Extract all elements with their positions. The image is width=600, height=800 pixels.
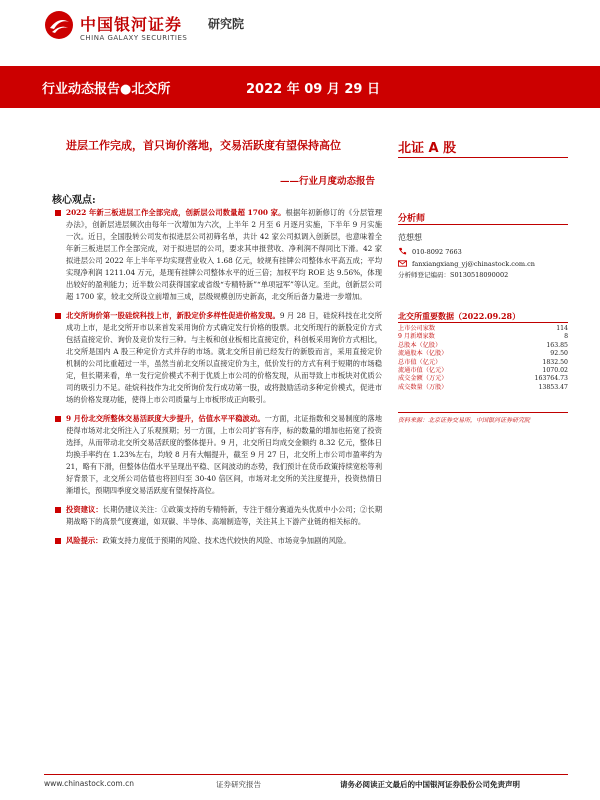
row-value: 163764.73 bbox=[534, 375, 568, 383]
row-value: 8 bbox=[564, 333, 568, 341]
report-subtitle: ——行业月度动态报告 bbox=[280, 176, 376, 187]
phone-icon bbox=[398, 247, 407, 256]
paragraph bbox=[44, 207, 382, 303]
table-row bbox=[398, 333, 568, 341]
row-label: 总股本（亿股） bbox=[398, 341, 442, 349]
core-views-label: 核心观点: bbox=[52, 195, 96, 206]
divider bbox=[398, 322, 568, 323]
divider bbox=[398, 224, 568, 225]
table-row bbox=[398, 384, 568, 392]
report-date: 2022 年 09 月 29 日 bbox=[246, 82, 380, 97]
paragraph-lead: 风险提示： bbox=[66, 536, 103, 545]
row-label: 流通市值（亿元） bbox=[398, 367, 448, 375]
bullet-icon bbox=[55, 416, 61, 422]
analyst-email[interactable]: fanxiangxiang_yj@chinastock.com.cn bbox=[412, 259, 535, 268]
report-banner bbox=[0, 66, 600, 108]
paragraph bbox=[44, 413, 382, 497]
row-label: 总市值（亿元） bbox=[398, 358, 442, 366]
galaxy-logo-icon bbox=[44, 10, 74, 40]
paragraph-text: 根据年初新修订的《分层管理办法》，创新层进层频次由每年一次增加为六次，上半年 2 月至 6 月逐月实施，下半年 9 月实施一次。近日，全国股转公司发布拟进层公司初筛名单，共计 42 家公司拟调入创新层，也意味着全年新三板进层工作全部完成，对于拟进层的公司，要求其申报营收、净利润不得同比下滑。42 家拟进层公司 2022 年上半年平均实现营业收入 1.68 亿元，较规有挂牌公司整体水平高五成；平均实现净利润 1211.04 万元，是现有挂牌公司整体水平的近三倍；加权平均 ROE 达 9.56%，体现出较好的盈利能力；近半数公司获得国家或省级“专精特新”“单项冠军”等认定。至此，创新层公司超 1700 家，较北交所设立前增加三成，层级规模创历史新高，北交所后备力量进一步增加。 bbox=[66, 208, 382, 301]
phone-row bbox=[398, 247, 462, 256]
paragraph bbox=[44, 535, 382, 547]
row-label: 上市公司家数 bbox=[398, 325, 436, 332]
row-label: 成交数量（万股） bbox=[398, 383, 448, 391]
report-title: 进层工作完成，首只询价落地，交易活跃度有望保持高位 bbox=[66, 139, 341, 152]
paragraph-text: 政策支持力度低于预期的风险、技术迭代较快的风险、市场竞争加剧的风险。 bbox=[102, 536, 351, 545]
paragraph bbox=[44, 310, 382, 406]
cert-row bbox=[398, 270, 508, 279]
footer-disclaimer: 请务必阅读正文最后的中国银河证券股份公司免责声明 bbox=[340, 780, 520, 789]
paragraph-lead: 9 月份北交所整体交易活跃度大步提升，估值水平平稳波动。 bbox=[66, 414, 265, 423]
divider bbox=[398, 157, 568, 158]
report-type: 行业动态报告●北交所 bbox=[42, 82, 171, 97]
row-value: 114 bbox=[556, 325, 568, 332]
row-value: 13853.47 bbox=[538, 383, 568, 391]
bullet-icon bbox=[55, 210, 61, 216]
brand-logo bbox=[44, 8, 264, 48]
footer-site-link[interactable]: www.chinastock.com.cn bbox=[44, 779, 134, 788]
bullet-icon bbox=[55, 507, 61, 513]
sector-heading: 北证 A 股 bbox=[398, 141, 457, 156]
table-row bbox=[398, 375, 568, 383]
analyst-heading: 分析师 bbox=[398, 214, 426, 224]
core-views bbox=[44, 207, 382, 554]
analyst-phone: 010-8092 7663 bbox=[412, 247, 462, 256]
row-label: 流通股本（亿股） bbox=[398, 350, 448, 358]
analyst-name: 范想想 bbox=[398, 233, 422, 242]
email-icon bbox=[398, 259, 407, 268]
bullet-icon bbox=[55, 313, 61, 319]
paragraph-lead: 北交所询价第一股硅烷科技上市，新股定价多样性促进价格发现。 bbox=[66, 311, 280, 320]
row-value: 92.50 bbox=[550, 350, 568, 358]
email-row bbox=[398, 259, 535, 268]
row-value: 1832.50 bbox=[542, 358, 568, 366]
table-row bbox=[398, 342, 568, 350]
brand-name-en: CHINA GALAXY SECURITIES bbox=[80, 34, 188, 42]
divider bbox=[398, 412, 568, 413]
row-value: 1070.02 bbox=[542, 367, 568, 375]
paragraph-lead: 投资建议： bbox=[66, 505, 103, 514]
data-source-note: 资料来源：北京证券交易所，中国银河证券研究院 bbox=[398, 417, 531, 424]
market-data-heading: 北交所重要数据（2022.09.28） bbox=[398, 311, 521, 321]
paragraph-text: 长期仍建议关注：①政策支持的专精特新，专注于细分赛道先头优质中小公司；②长期期战略下的高景气度赛道，如双碳、半导体、高端制造等，关注其上下游产业链的相关标的。 bbox=[66, 505, 382, 526]
row-value: 163.85 bbox=[546, 341, 568, 349]
row-label: 9 月新增家数 bbox=[398, 333, 435, 341]
analyst-cert: 分析师登记编码：S0130518090002 bbox=[398, 271, 509, 279]
paragraph-lead: 2022 年新三板进层工作全部完成，创新层公司数量超 1700 家。 bbox=[66, 208, 286, 217]
brand-name-cn: 中国银河证券 bbox=[80, 15, 183, 34]
market-data-table bbox=[398, 325, 568, 392]
paragraph-text: 一方面，北证指数和交易制度的落地使得市场对北交所注入了乐观预期；另一方面，上市公司扩容有序，标的数量的增加也拓宽了投资选择，从而带动北交所交易活跃度的整体提升。9 月，北交所日均成交金额约 8.32 亿元，整体日均换手率约在 1.23%左右，均较 8 月有大幅提升，截至 9 月 27 日，北交所上市公司市盈率约为 21，略有下滑，但整体估值水平呈现出平稳、区间波动的态势，我们预计在货币政策持续宽松等利好背景下，北交所公司估值也将回归至 30-40 倍区间，市场对北交所的关注度提升，投资热情日渐增长，预期四季度交易活跃度有望保持高位。 bbox=[66, 414, 382, 495]
row-label: 成交金额（万元） bbox=[398, 375, 448, 383]
paragraph-text: 9 月 28 日，硅烷科技在北交所成功上市，是北交所开市以来首发采用询价方式确定发行价格的股票。北交所现行的新股定价方式包括直接定价、询价及竞价发行三种。与主板和创业板相比直接定价，科创板采用询价方式相比，北交所是国内 A 股三种定价方式并存的市场。就北交所目前已经发行的新股而言，采用直接定价机制的公司比重超过一半，虽然当前北交所以直接定价为主，低价发行的方式有利于短期的市场稳定，但长期来看，单一发行定价模式不利于优质上市公司的价格发现，从而导致上市板块对优质公司的吸引力不足。硅烷科技作为北交所询价发行成功第一股，或将鼓励活动多种定价模式，促进市场的价格发现功能，使得上市公司质量与上市板形成正向吸引。 bbox=[66, 311, 382, 404]
footer-divider bbox=[44, 774, 568, 775]
footer-report-type: 证券研究报告 bbox=[216, 780, 261, 789]
bullet-icon bbox=[55, 538, 61, 544]
paragraph bbox=[44, 504, 382, 528]
table-row bbox=[398, 350, 568, 358]
brand-suffix: 研究院 bbox=[208, 17, 245, 31]
table-row bbox=[398, 359, 568, 367]
